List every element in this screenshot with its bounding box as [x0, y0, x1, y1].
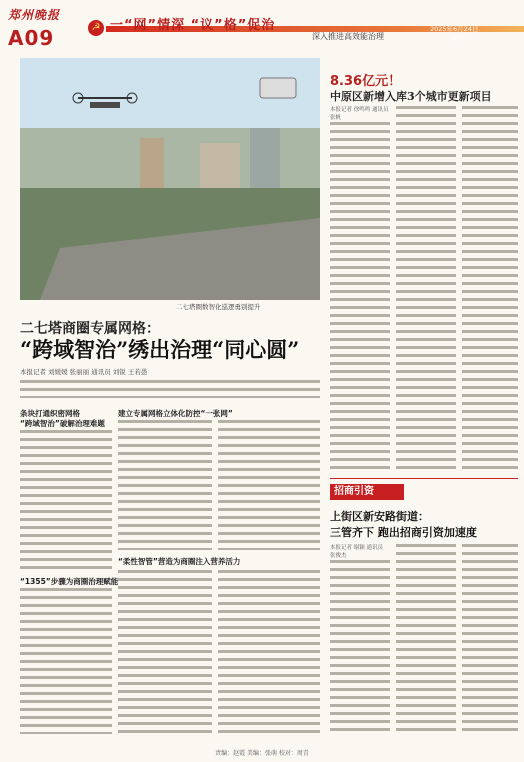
- issue-date: 2025年6月24日: [430, 25, 479, 33]
- section-heading-5: “柔性智管”营造为商圈注入营养活力: [118, 557, 241, 566]
- right-story-column-2: [396, 106, 456, 472]
- right-story-column-1: [330, 122, 390, 472]
- section-banner: 一“网”情深 “议”格”促治: [110, 18, 276, 33]
- lead-column-1b: [20, 588, 112, 734]
- lead-title: “跨域智治”绣出治理“同心圆”: [20, 337, 300, 362]
- lead-column-3b: [218, 570, 320, 734]
- break-story-title-line1: 上街区新安路街道：: [330, 510, 429, 523]
- lead-column-3a: [218, 420, 320, 550]
- lead-column-1a: [20, 430, 112, 570]
- section-banner-subtitle: 深入推进高效能治理: [312, 32, 384, 41]
- break-story-column-1: [330, 560, 390, 736]
- break-story-column-2: [396, 544, 456, 736]
- street-scene-image: [20, 58, 320, 300]
- break-story-byline: 本报记者 谢颖 通讯员 张俊杰: [330, 545, 383, 559]
- lead-kicker: 二七塔商圈专属网格：: [20, 321, 160, 337]
- photo-caption: 二七塔圈数智化巡逻勇别提升: [176, 303, 261, 311]
- lead-photo: [20, 58, 320, 300]
- lead-byline: 本报记者 刘媛媛 张丽丽 通讯员 刘锐 王若愚: [20, 368, 148, 376]
- newspaper-logo: 郑州晚报: [8, 8, 61, 22]
- section-heading-1: 条块打通织密网格: [20, 409, 80, 418]
- page-number: A09: [8, 26, 55, 50]
- break-story-title-line2: 三管齐下 跑出招商引资加速度: [330, 526, 477, 539]
- drone-icon: [73, 93, 137, 108]
- page-footer: 责编：赵霞 美编：张萌 校对：周青: [215, 750, 309, 757]
- right-story-headline: 中原区新增入库3个城市更新项目: [330, 90, 492, 103]
- section-heading-2: “跨域智治”破解治理难题: [20, 419, 105, 428]
- lead-intro-text: [20, 380, 320, 398]
- issue-weekday: 星期二: [452, 34, 472, 42]
- right-story-byline: 本报记者 徐鸣鸣 通讯员 张帆: [330, 107, 389, 121]
- section-heading-4: 建立专属网格立体化防控“一张网”: [118, 409, 233, 418]
- right-story-number: 8.36亿元！: [330, 74, 402, 89]
- lead-column-2b: [118, 570, 212, 734]
- section-divider: [330, 478, 518, 479]
- break-story-column-3: [462, 544, 518, 736]
- section-heading-3: “1355”步骤为商圈治理赋能: [20, 577, 119, 586]
- section-label-badge: 招商引资: [330, 484, 404, 500]
- right-story-column-3: [462, 106, 518, 472]
- lead-column-2a: [118, 420, 212, 550]
- party-emblem-icon: ☭: [88, 20, 104, 36]
